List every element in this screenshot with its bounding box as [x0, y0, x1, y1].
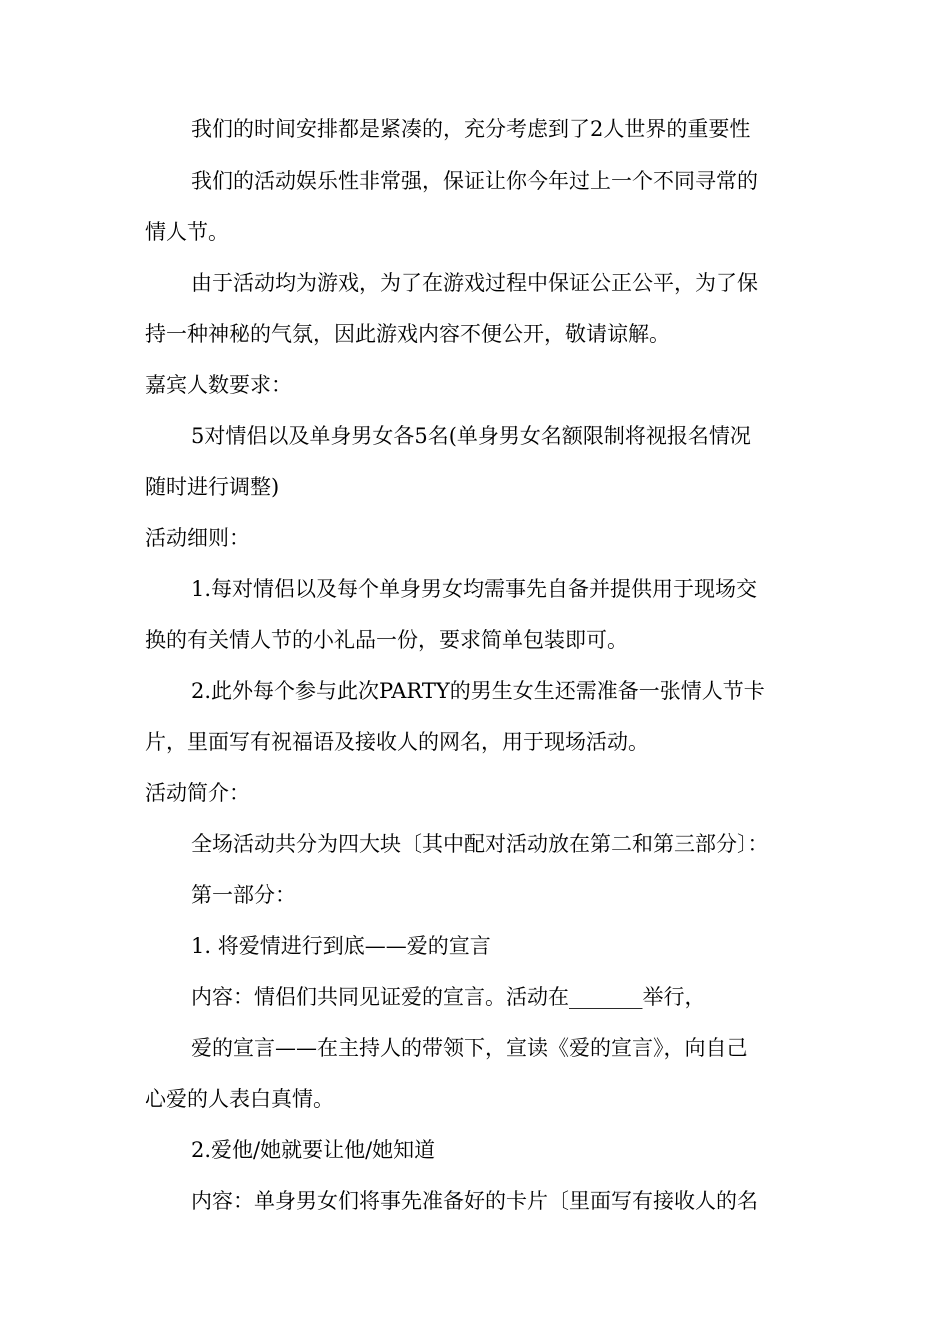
text-line: 爱的宣言——在主持人的带领下，宣读《爱的宣言》，向自己 — [191, 1036, 748, 1060]
text-line: 我们的活动娱乐性非常强，保证让你今年过上一个不同寻常的 — [191, 169, 758, 193]
text-line: 持一种神秘的气氛，因此游戏内容不便公开，敬请谅解。 — [145, 322, 670, 346]
text-line: 第一部分： — [191, 883, 296, 907]
text-line: 1. 将爱情进行到底——爱的宣言 — [191, 934, 491, 958]
text-line: 2.爱他/她就要让他/她知道 — [191, 1138, 436, 1162]
text-line: 内容：单身男女们将事先准备好的卡片〔里面写有接收人的名 — [191, 1189, 758, 1213]
text-line: 1.每对情侣以及每个单身男女均需事先自备并提供用于现场交 — [191, 577, 758, 601]
text-line: 片，里面写有祝福语及接收人的网名，用于现场活动。 — [145, 730, 649, 754]
text-line: 我们的时间安排都是紧凑的，充分考虑到了2人世界的重要性 — [191, 117, 751, 141]
text-line: 内容：情侣们共同见证爱的宣言。活动在_______举行， — [191, 985, 706, 1009]
text-line: 由于活动均为游戏，为了在游戏过程中保证公正公平，为了保 — [191, 271, 758, 295]
section-heading: 活动简介： — [145, 781, 250, 805]
section-heading: 活动细则： — [145, 526, 250, 550]
section-heading: 嘉宾人数要求： — [145, 373, 292, 397]
text-line: 2.此外每个参与此次PARTY的男生女生还需准备一张情人节卡 — [191, 679, 765, 703]
text-line: 5对情侣以及单身男女各5名(单身男女名额限制将视报名情况 — [191, 424, 751, 448]
text-line: 全场活动共分为四大块〔其中配对活动放在第二和第三部分〕： — [191, 832, 769, 856]
text-line: 随时进行调整) — [145, 475, 280, 499]
text-line: 心爱的人表白真情。 — [145, 1087, 334, 1111]
text-line: 换的有关情人节的小礼品一份，要求简单包装即可。 — [145, 628, 628, 652]
text-line: 情人节。 — [145, 220, 229, 244]
